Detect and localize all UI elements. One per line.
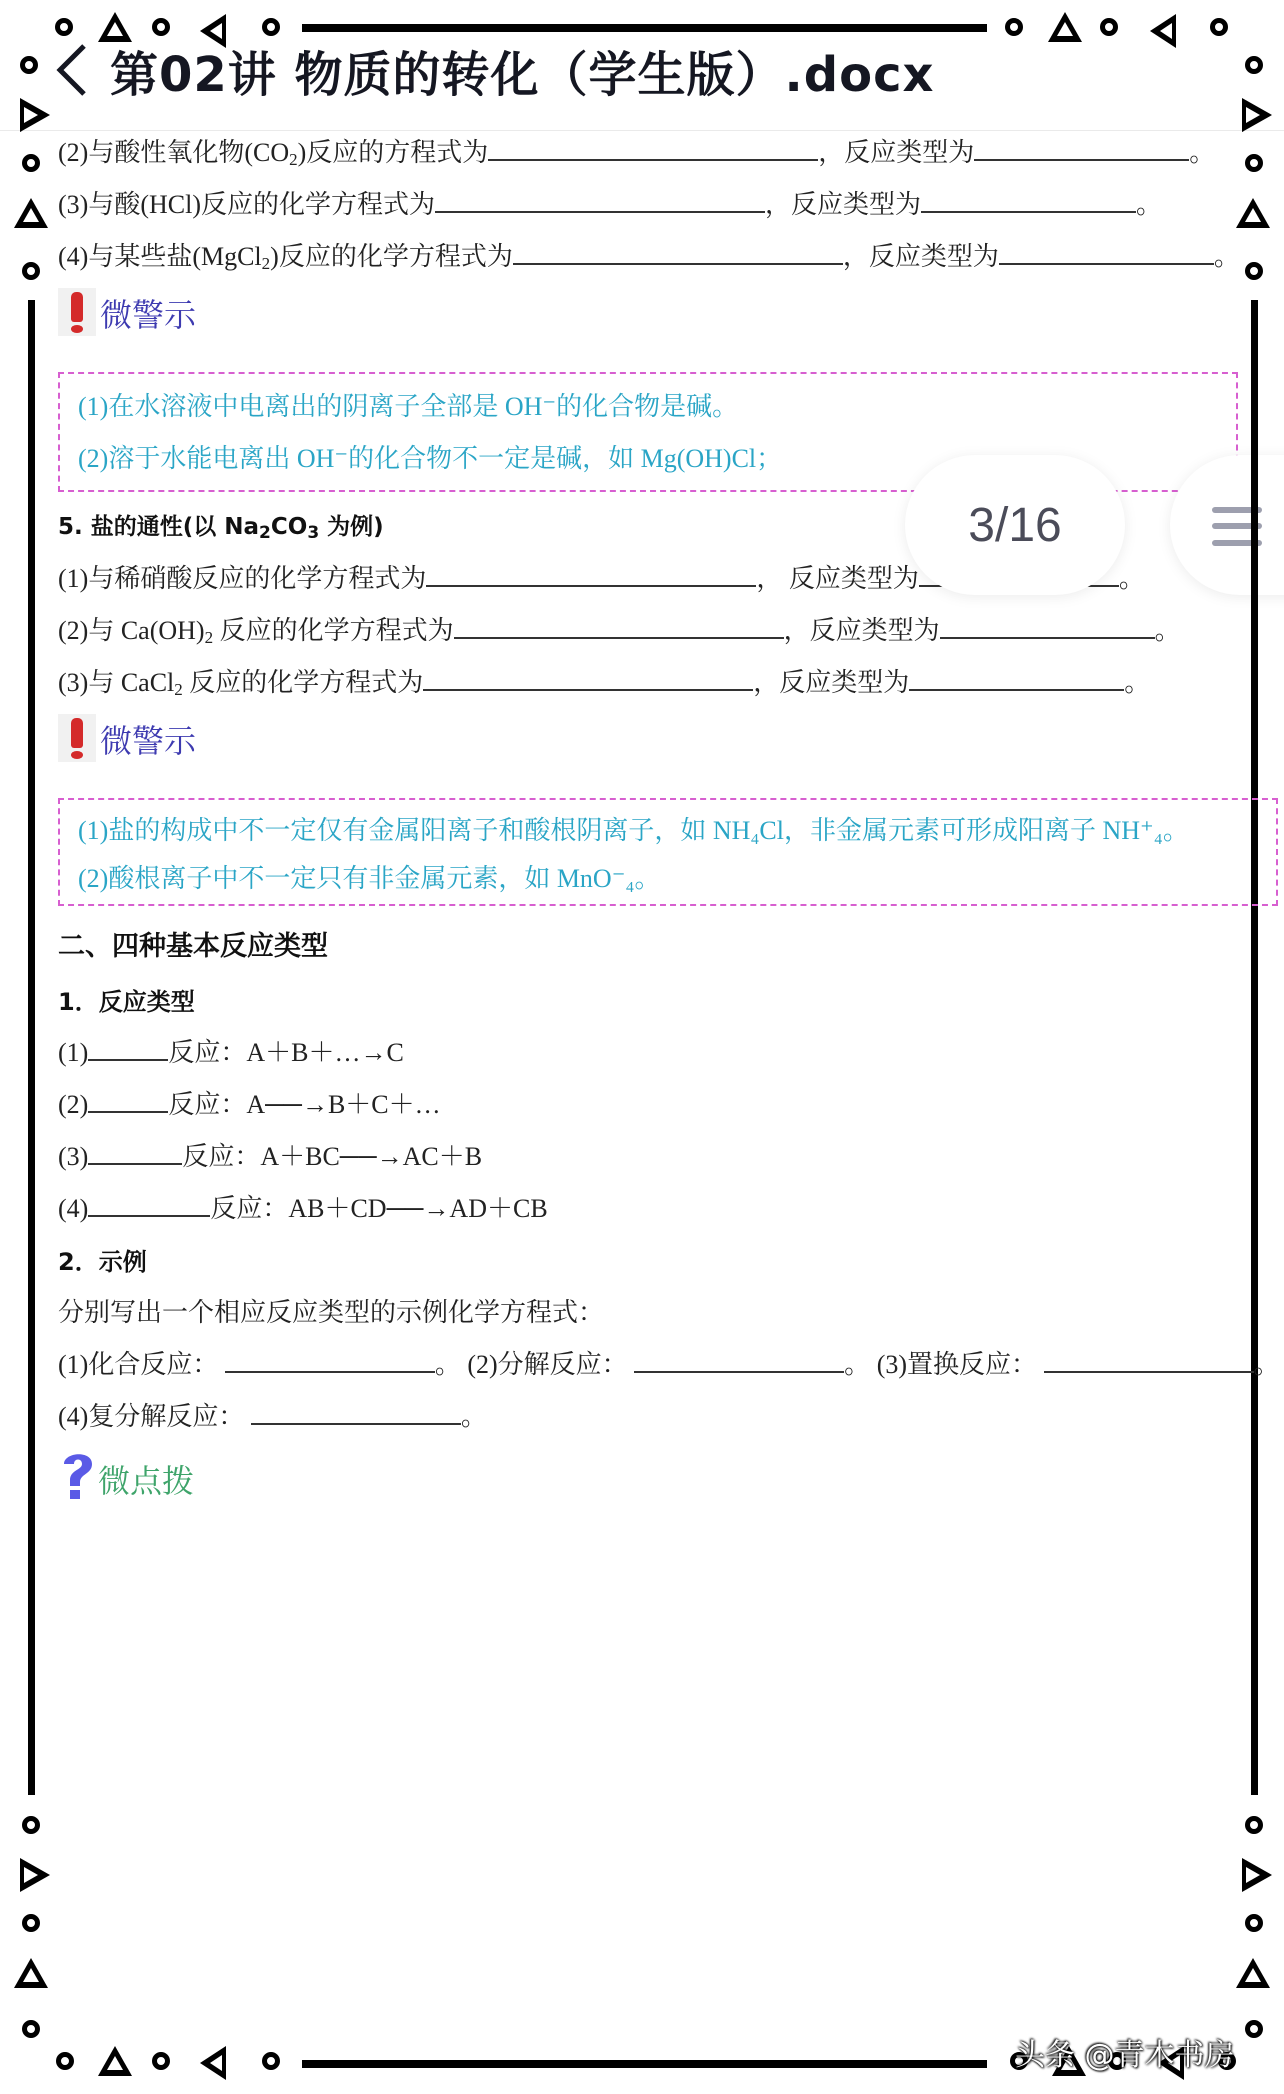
triangle-ornament: [14, 1958, 48, 1988]
circle-ornament: [22, 262, 40, 280]
answer-blank[interactable]: [88, 1037, 168, 1061]
question-text: )反应的化学方程式为: [270, 242, 513, 271]
document-title: 第02讲 物质的转化（学生版）.docx: [110, 47, 935, 103]
reaction-label: 反应：: [210, 1194, 289, 1223]
example-label: (4)复分解反应：: [58, 1402, 245, 1431]
circle-ornament: [22, 2020, 40, 2038]
punct: 。: [1118, 564, 1145, 593]
question-text: (3)与 CaCl: [58, 668, 175, 697]
triangle-ornament: [1150, 14, 1176, 48]
question-text: (2)与酸性氧化物(CO: [58, 138, 290, 167]
answer-blank[interactable]: [940, 615, 1155, 639]
answer-blank[interactable]: [909, 667, 1124, 691]
warning-item: (1)在水溶液中电离出的阴离子全部是 OH⁻的化合物是碱。: [78, 392, 739, 421]
subscript: 2: [204, 628, 214, 647]
question-text: ，反应类型为: [842, 242, 999, 271]
punct: 。: [1189, 138, 1216, 167]
answer-blank[interactable]: [999, 241, 1214, 265]
border-line: [302, 24, 987, 32]
exclamation-icon: [58, 714, 96, 762]
circle-ornament: [1245, 1914, 1263, 1932]
circle-ornament: [1245, 2020, 1263, 2038]
question-text: (2)与 Ca(OH): [58, 616, 205, 645]
answer-blank[interactable]: [921, 189, 1136, 213]
warning-box: [58, 798, 1278, 906]
border-line: [28, 300, 35, 1795]
circle-ornament: [1210, 18, 1228, 36]
reaction-formula: A＋B＋…→C: [246, 1038, 404, 1067]
punct: 。: [1124, 668, 1151, 697]
punct: 。: [1154, 616, 1181, 645]
watermark: 头条 @青木书房: [1015, 2038, 1235, 2073]
instruction-text: 分别写出一个相应反应类型的示例化学方程式：: [58, 1298, 605, 1327]
punct: 。: [1253, 1350, 1280, 1379]
heading-text: 5. 盐的通性(以 Na: [58, 514, 260, 540]
tip-title: 微点拨: [98, 1462, 195, 1500]
circle-ornament: [152, 2052, 170, 2070]
answer-blank[interactable]: [513, 241, 843, 265]
answer-blank[interactable]: [488, 137, 818, 161]
reaction-type-line: [58, 1084, 441, 1121]
back-button[interactable]: [52, 40, 92, 100]
warning-item: (2)溶于水能电离出 OH⁻的化合物不一定是碱，如 Mg(OH)Cl；: [78, 444, 783, 473]
answer-blank[interactable]: [88, 1141, 182, 1165]
answer-blank[interactable]: [426, 563, 756, 587]
subsection-heading: 1．反应类型: [58, 988, 195, 1016]
example-label: (2)分解反应：: [467, 1350, 628, 1379]
answer-blank[interactable]: [88, 1089, 168, 1113]
chevron-left-icon: [52, 40, 92, 100]
heading-text: CO: [270, 514, 308, 540]
example-line: [58, 1396, 487, 1433]
page-indicator[interactable]: [905, 455, 1125, 595]
reaction-formula: A──→B＋C＋…: [246, 1090, 441, 1119]
example-label: (3)置换反应：: [876, 1350, 1038, 1379]
punct: 。: [434, 1350, 461, 1379]
triangle-ornament: [98, 12, 132, 42]
reaction-label: 反应：: [182, 1142, 261, 1171]
item-number: (2): [58, 1090, 89, 1119]
circle-ornament: [1245, 56, 1263, 74]
warning-item: (1)盐的构成中不一定仅有金属阳离子和酸根阴离子，如 NH₄Cl，非金属元素可形成阳离子 NH⁺₄。: [78, 816, 1189, 845]
circle-ornament: [55, 18, 73, 36]
triangle-ornament: [20, 98, 50, 132]
punct: 。: [844, 1350, 871, 1379]
item-number: (1): [58, 1038, 89, 1067]
question-icon: [58, 1448, 98, 1502]
answer-blank[interactable]: [423, 667, 753, 691]
question-line: [58, 662, 1150, 700]
question-text: ，反应类型为: [818, 138, 975, 167]
question-line: [58, 610, 1181, 648]
triangle-ornament: [200, 2046, 226, 2080]
answer-blank[interactable]: [225, 1349, 435, 1373]
example-label: (1)化合反应：: [58, 1350, 219, 1379]
triangle-ornament: [14, 198, 48, 228]
triangle-ornament: [1236, 1958, 1270, 1988]
answer-blank[interactable]: [634, 1349, 844, 1373]
question-line: [58, 184, 1162, 221]
answer-blank[interactable]: [435, 189, 765, 213]
reaction-type-line: [58, 1032, 404, 1069]
circle-ornament: [152, 18, 170, 36]
page-count: 3/16: [968, 498, 1062, 552]
circle-ornament: [20, 56, 38, 74]
callout-header: [58, 714, 196, 762]
reaction-type-line: [58, 1136, 482, 1173]
app-header: [0, 0, 1284, 131]
subscript: 2: [261, 254, 271, 273]
callout-header: [58, 288, 196, 336]
circle-ornament: [1245, 262, 1263, 280]
question-text: (1)与稀硝酸反应的化学方程式为: [58, 564, 427, 593]
section-heading: 二、四种基本反应类型: [58, 931, 328, 962]
reaction-label: 反应：: [168, 1038, 247, 1067]
answer-blank[interactable]: [88, 1193, 210, 1217]
question-text: )反应的方程式为: [297, 138, 489, 167]
item-number: (4): [58, 1194, 89, 1223]
punct: 。: [1136, 190, 1163, 219]
answer-blank[interactable]: [454, 615, 784, 639]
question-text: ， 反应类型为: [756, 564, 919, 593]
reaction-formula: AB＋CD──→AD＋CB: [288, 1194, 548, 1223]
punct: 。: [1213, 242, 1240, 271]
question-text: 反应的化学方程式为: [213, 616, 454, 645]
circle-ornament: [1100, 18, 1118, 36]
triangle-ornament: [1236, 198, 1270, 228]
punct: 。: [460, 1402, 487, 1431]
subscript: 2: [289, 150, 298, 169]
triangle-ornament: [98, 2046, 132, 2076]
subscript: 2: [174, 680, 183, 699]
circle-ornament: [1005, 18, 1023, 36]
question-text: ，反应类型为: [764, 190, 921, 219]
item-number: (3): [58, 1142, 89, 1171]
triangle-ornament: [200, 14, 226, 48]
question-line: [58, 132, 1215, 170]
callout-title: 微警示: [100, 296, 197, 334]
reaction-label: 反应：: [168, 1090, 247, 1119]
answer-blank[interactable]: [251, 1401, 461, 1425]
triangle-ornament: [1242, 1858, 1272, 1892]
warning-item: (2)酸根离子中不一定只有非金属元素，如 MnO⁻₄。: [78, 864, 661, 893]
border-line: [302, 2060, 987, 2068]
circle-ornament: [262, 2052, 280, 2070]
callout-title: 微警示: [100, 722, 197, 760]
reaction-type-line: [58, 1188, 548, 1225]
exclamation-icon: [58, 288, 96, 336]
answer-blank[interactable]: [974, 137, 1189, 161]
subsection-heading: 2．示例: [58, 1248, 147, 1276]
answer-blank[interactable]: [1044, 1349, 1254, 1373]
question-text: 反应的化学方程式为: [182, 668, 424, 697]
heading-text: 为例): [319, 514, 384, 540]
question-text: ，反应类型为: [753, 668, 910, 697]
circle-ornament: [22, 1914, 40, 1932]
circle-ornament: [1245, 154, 1263, 172]
example-line: [58, 1344, 1280, 1381]
circle-ornament: [56, 2052, 74, 2070]
circle-ornament: [22, 1816, 40, 1834]
question-text: ，反应类型为: [783, 616, 940, 645]
circle-ornament: [22, 154, 40, 172]
circle-ornament: [1245, 1816, 1263, 1834]
triangle-ornament: [1048, 12, 1082, 42]
triangle-ornament: [20, 1858, 50, 1892]
triangle-ornament: [1242, 98, 1272, 132]
reaction-formula: A＋BC──→AC＋B: [260, 1142, 483, 1171]
tip-header: [58, 1448, 194, 1502]
subscript: 3: [307, 523, 320, 543]
question-text: (4)与某些盐(MgCl: [58, 242, 262, 271]
section-heading: [58, 508, 384, 543]
circle-ornament: [262, 18, 280, 36]
border-line: [1251, 440, 1258, 640]
subscript: 2: [259, 523, 271, 543]
question-text: (3)与酸(HCl)反应的化学方程式为: [58, 190, 435, 219]
question-line: [58, 236, 1240, 274]
